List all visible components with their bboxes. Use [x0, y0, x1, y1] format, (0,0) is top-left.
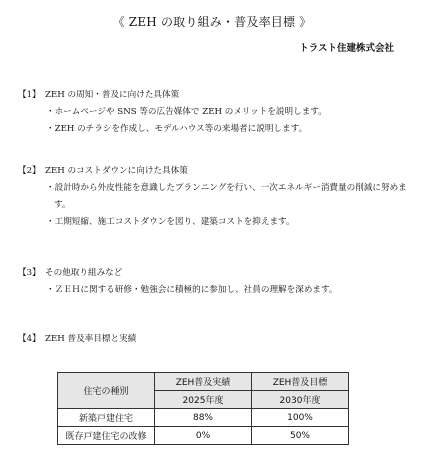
list-item: ・ＺＥＨに関する研修・勉強会に積極的に参加し、社員の理解を深めます。: [46, 285, 338, 295]
section-heading: [18, 331, 408, 348]
table-cell-actual: 0%: [155, 427, 252, 445]
table-header-row: [58, 373, 349, 391]
list-item: ・ZEH のチラシを作成し、モデルハウス等の来場者に説明します。: [46, 124, 308, 134]
section-heading: [18, 87, 408, 104]
section-4: [18, 331, 408, 348]
section-3: [18, 265, 408, 299]
section-heading: [18, 265, 408, 282]
table-cell-actual: 88%: [155, 409, 252, 427]
section-number: 【2】: [18, 166, 41, 176]
page-title: 《 ZEH の取り組み・普及率目標 》: [112, 15, 312, 29]
table-cell-target: 50%: [252, 427, 349, 445]
zeh-rate-table: [57, 372, 349, 445]
section-number: 【4】: [18, 334, 41, 344]
table-row: [58, 409, 349, 427]
company-name: トラスト住建株式会社: [299, 43, 394, 54]
section-title: その他取り組みなど: [45, 268, 123, 278]
section-title: ZEH 普及率目標と実績: [45, 334, 137, 344]
section-number: 【3】: [18, 268, 41, 278]
section-title: ZEH のコストダウンに向けた具体策: [45, 166, 188, 176]
section-2: [18, 163, 408, 231]
table-header-actual: ZEH普及実績: [155, 373, 252, 391]
list-item: ・ホームページや SNS 等の広告媒体で ZEH のメリットを説明します。: [46, 107, 327, 117]
table-header-actual-year: 2025年度: [155, 391, 252, 409]
table-cell-target: 100%: [252, 409, 349, 427]
section-number: 【1】: [18, 90, 41, 100]
list-item: ・設計時から外皮性能を意識したプランニングを行い、一次エネルギー消費量の削減に努めます。: [46, 183, 407, 210]
table-header-target: ZEH普及目標: [252, 373, 349, 391]
section-1: [18, 87, 408, 138]
table-header-target-year: 2030年度: [252, 391, 349, 409]
table-cell-type: 既存戸建住宅の改修: [58, 427, 155, 445]
section-heading: [18, 163, 408, 180]
table-header-type: 住宅の種別: [58, 373, 155, 409]
table-row: [58, 427, 349, 445]
list-item: ・工期短縮、施工コストダウンを図り、建築コストを抑えます。: [46, 217, 295, 227]
table-cell-type: 新築戸建住宅: [58, 409, 155, 427]
section-title: ZEH の周知・普及に向けた具体策: [45, 90, 180, 100]
